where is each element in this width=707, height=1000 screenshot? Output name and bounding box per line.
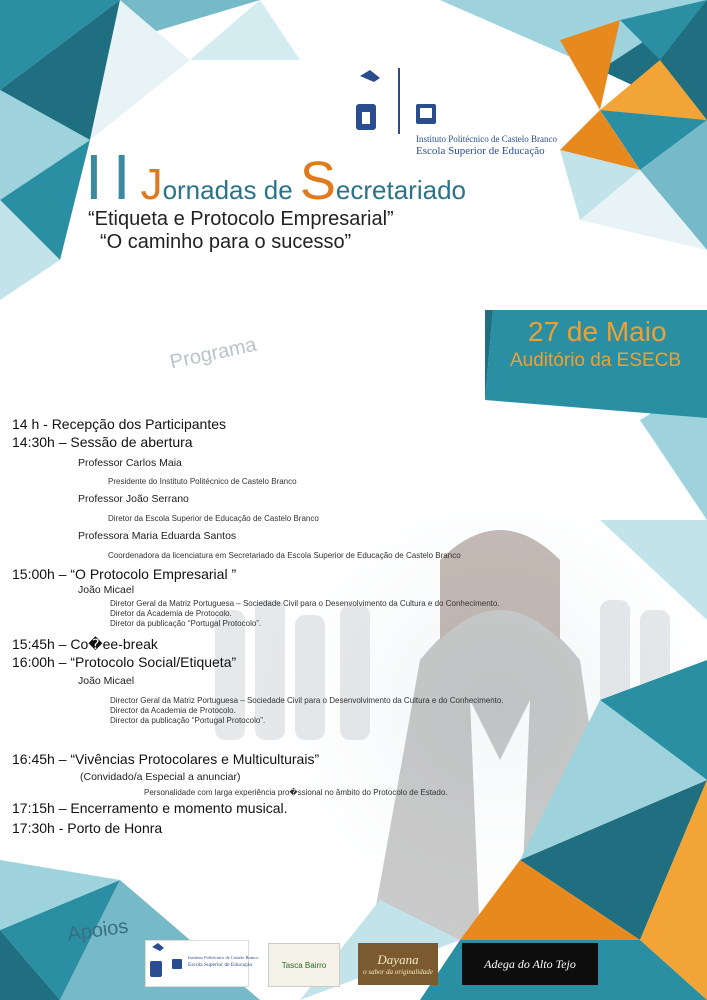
title-jornadas-initial: J: [140, 160, 163, 209]
speaker-role: Presidente do Instituto Politécnico de Castelo Branco: [108, 477, 297, 486]
speaker-role: Diretor Geral da Matriz Portuguesa – Sociedade Civil para o Desenvolvimento da Cultura e do Conhecimento.: [110, 599, 500, 608]
institution-name-line1: Instituto Politécnico de Castelo Branco: [416, 134, 557, 144]
title-secretariado-rest: ecretariado: [335, 175, 466, 205]
institution-name-line2: Escola Superior de Educação: [416, 145, 545, 157]
programme-item: 15:00h – “O Protocolo Empresarial ”: [12, 566, 237, 582]
sponsor-dayana-name: Dayana: [377, 952, 419, 967]
speaker-name: Professor João Serrano: [78, 493, 189, 505]
sponsor-dayana-tagline: o sabor da originalidade: [363, 968, 433, 976]
sponsor-tasca-logo: [268, 943, 340, 987]
sponsor-ipcb-logo: [145, 940, 259, 987]
speaker-role: Diretor da Academia de Protocolo.: [110, 609, 232, 618]
sponsor-ipcb-line1: Instituto Politécnico de Castelo Branco: [188, 955, 259, 960]
speaker-role: Diretor da publicação “Portugal Protocolo”.: [110, 619, 262, 628]
sponsor-ipcb-line2: Escola Superior de Educação: [188, 962, 253, 968]
programme-item: 14 h - Recepção dos Participantes: [12, 416, 227, 432]
event-date: 27 de Maio: [528, 316, 667, 347]
title-roman-numeral: II: [85, 141, 141, 213]
sponsor-adega-name: Adega do Alto Tejo: [484, 956, 576, 971]
speaker-name: João Micael: [78, 675, 135, 687]
apoios-label: Apoios: [66, 915, 130, 946]
title-jornadas-rest: ornadas de: [162, 175, 300, 205]
sponsor-tasca-name: Tasca Bairro: [281, 960, 327, 970]
speaker-role: Director Geral da Matriz Portuguesa – Sociedade Civil para o Desenvolvimento da Cultura e do Conhecimento.: [110, 696, 504, 705]
programme-item: 16:45h – “Vivências Protocolares e Multiculturais”: [12, 751, 320, 767]
event-venue: Auditório da ESECB: [510, 350, 682, 371]
sponsor-dayana-logo: [358, 943, 438, 985]
programme-item: 15:45h – Co�ee-break: [12, 636, 158, 652]
speaker-name: Professor Carlos Maia: [78, 457, 182, 469]
programa-label: Programa: [168, 333, 259, 374]
speaker-role: Personalidade com larga experiência pro�ssional no âmbito do Protocolo de Estado.: [144, 788, 448, 797]
programme-item: 17:30h - Porto de Honra: [12, 820, 163, 836]
sponsor-adega-logo: [462, 943, 598, 985]
speaker-name: Professora Maria Eduarda Santos: [78, 530, 237, 542]
speaker-role: Director da publicação “Portugal Protocolo”.: [110, 716, 266, 725]
speaker-name: João Micael: [78, 584, 135, 596]
programme-item: 17:15h – Encerramento e momento musical.: [12, 800, 288, 816]
subtitle-line2: “O caminho para o sucesso”: [100, 231, 352, 253]
subtitle-line1: “Etiqueta e Protocolo Empresarial”: [88, 208, 394, 230]
event-title: [85, 140, 466, 214]
speaker-role: Director da Academia de Protocolo.: [110, 706, 236, 715]
programme-item: 14:30h – Sessão de abertura: [12, 434, 193, 450]
title-secretariado-initial: S: [299, 151, 336, 211]
crest-icon: [146, 941, 186, 986]
speaker-name: (Convidado/a Especial a anunciar): [80, 771, 241, 783]
programme-item: 16:00h – “Protocolo Social/Etiqueta”: [12, 654, 237, 670]
speaker-role: Coordenadora da licenciatura em Secretariado da Escola Superior de Educação de Castelo Branco: [108, 551, 461, 560]
speaker-role: Diretor da Escola Superior de Educação de Castelo Branco: [108, 514, 319, 523]
